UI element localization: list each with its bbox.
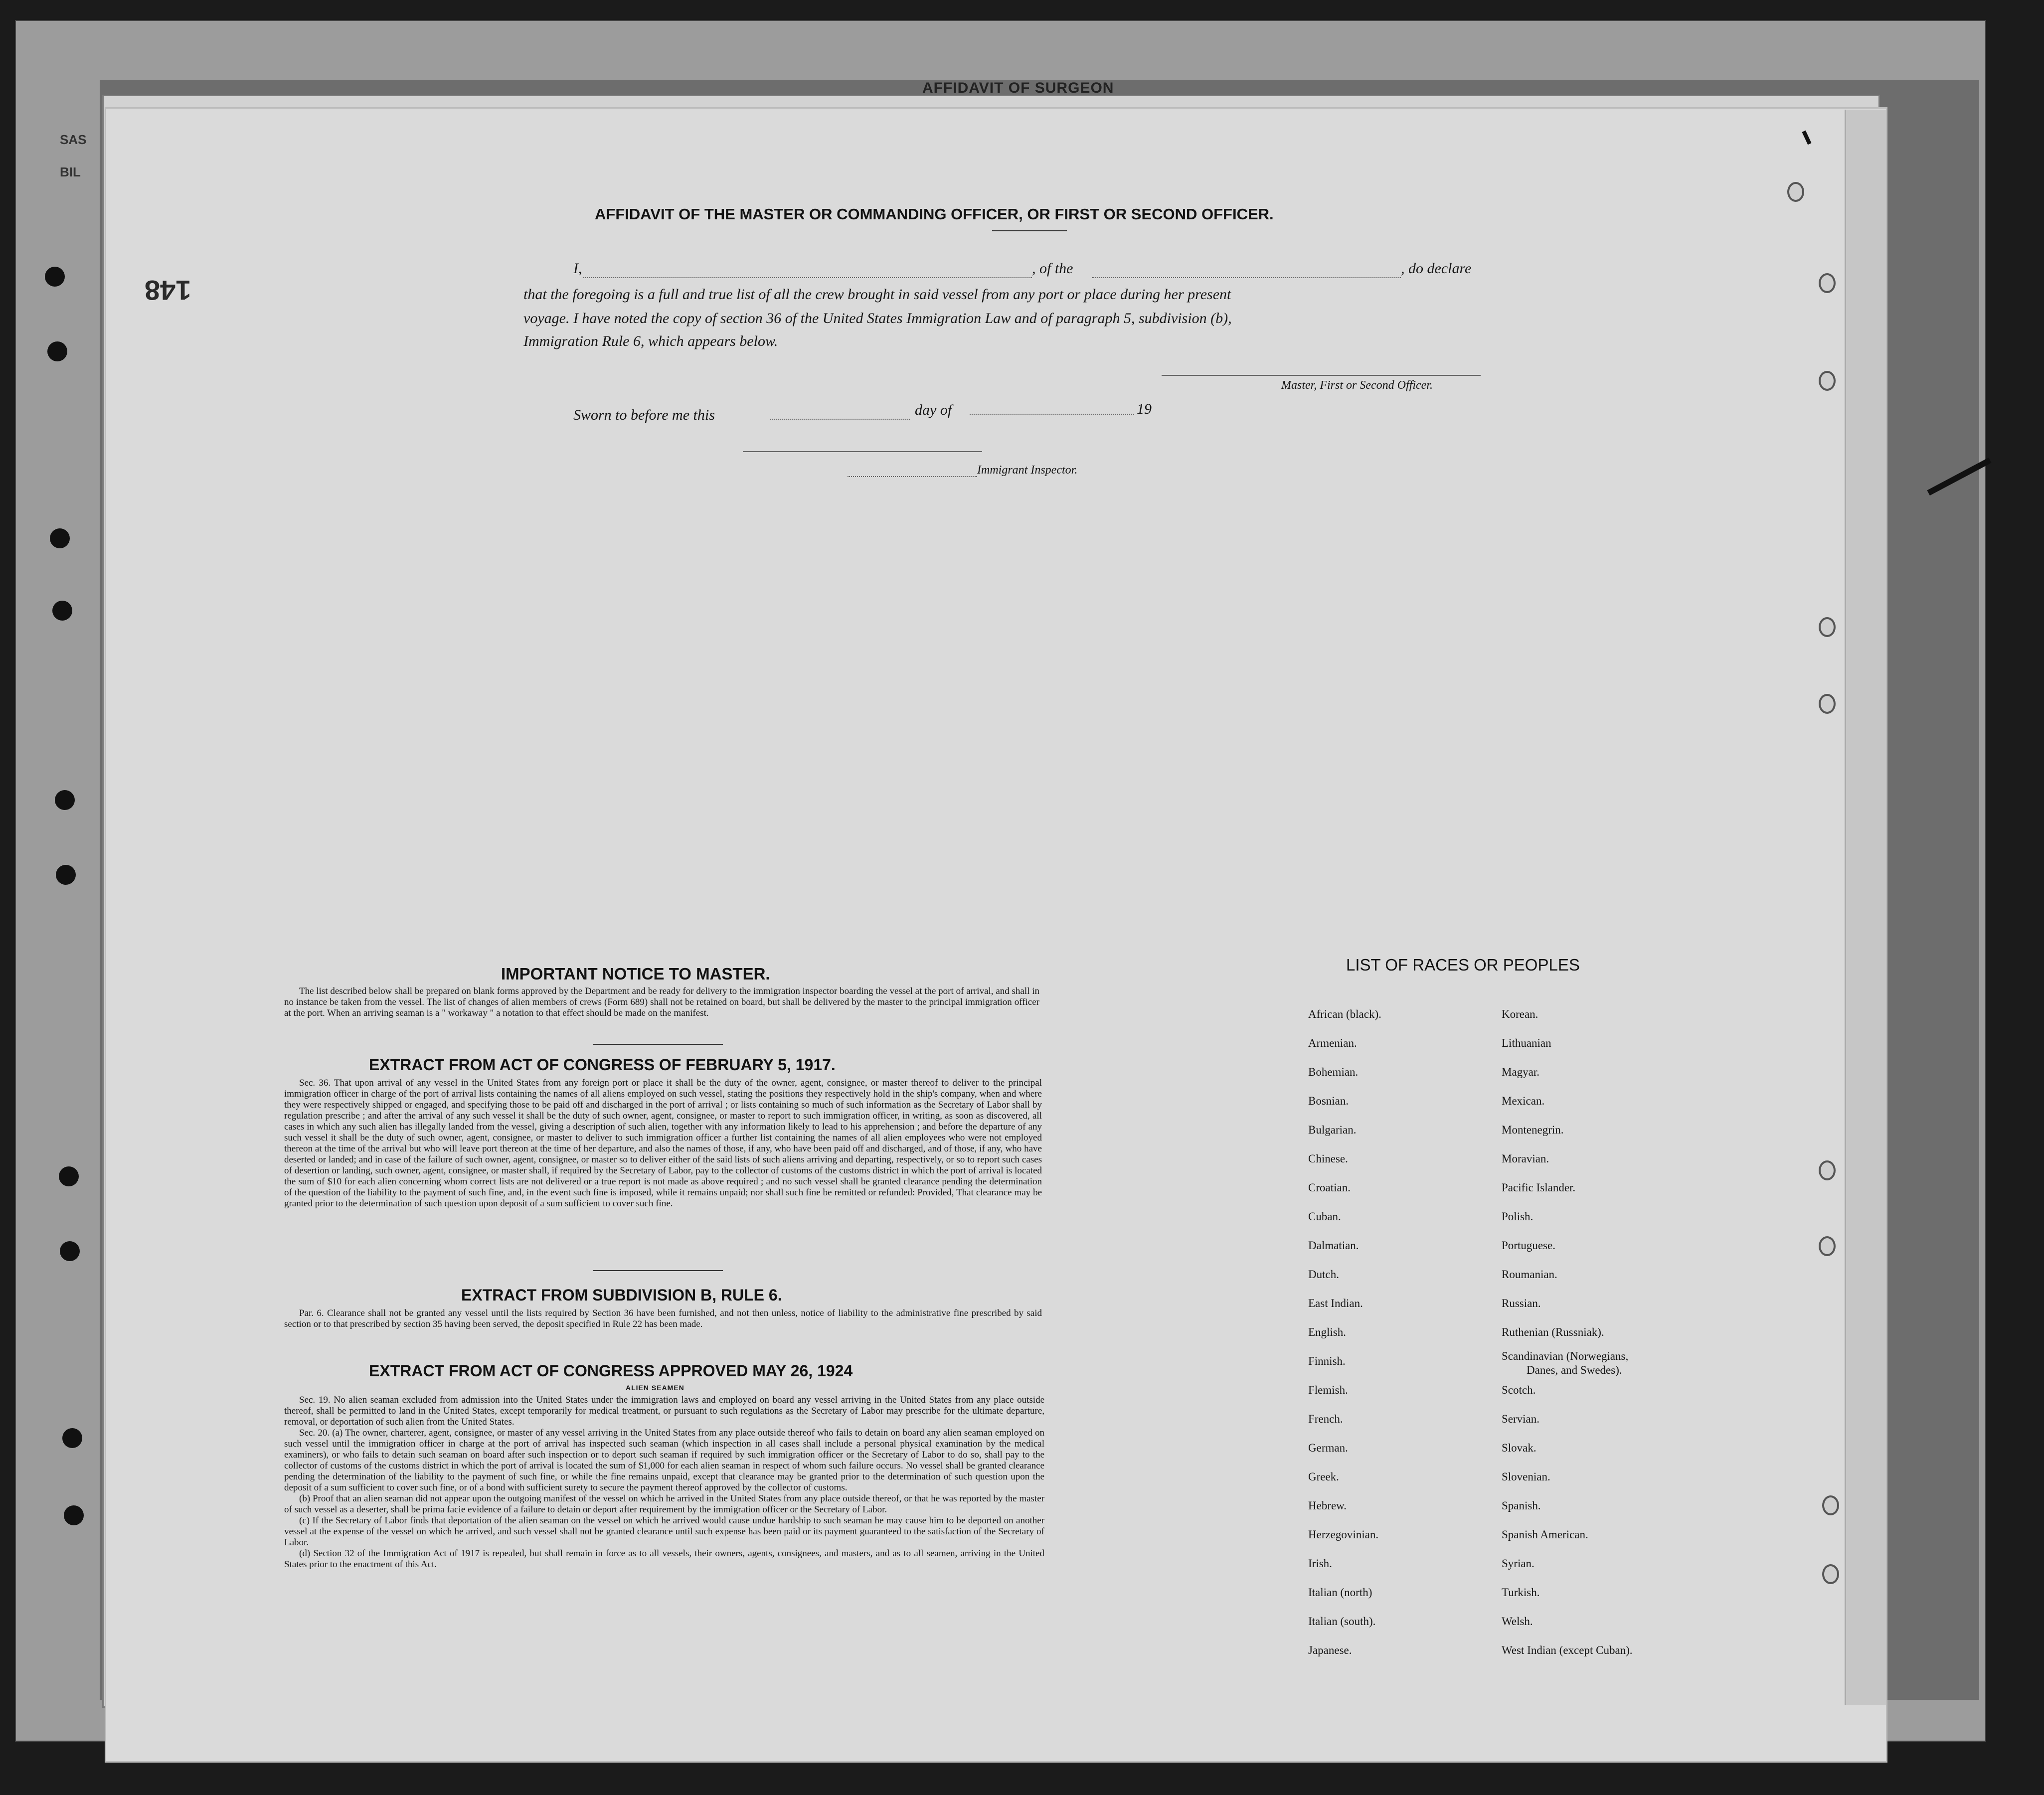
section-19-paragraph: Sec. 19. No alien seaman excluded from admission into the United States under the immigration laws and employed on board any vessel arriving in the United States from any place outside thereof, shall be permitted to land in the United States, except temporarily for medical treatment, or pursuant to such regulations as the Secretary of Labor may prescribe for the ultimate departure, removal, or deportation of such alien from the United States. [284, 1395, 1044, 1427]
year-label: 19 [1137, 401, 1152, 417]
binder-hole [62, 1428, 82, 1448]
race-item: Scandinavian (Norwegians, [1502, 1350, 1629, 1362]
section-20b-paragraph: (b) Proof that an alien seaman did not appear upon the outgoing manifest of the vessel on which he arrived in the United States from any place outside thereof, or that he was reported by the master of such vessel as a deserter, shall be prima facie evidence of a failure to detain or deport after requirement by the immigration officer or the Secretary of Labor. [284, 1493, 1044, 1515]
race-item: Flemish. [1308, 1384, 1348, 1396]
binder-hole [1822, 1495, 1839, 1515]
binder-hole [50, 528, 70, 548]
race-item-continuation: Danes, and Swedes). [1527, 1364, 1622, 1376]
race-item: Dalmatian. [1308, 1239, 1359, 1252]
race-item: Chinese. [1308, 1152, 1348, 1165]
race-item: Moravian. [1502, 1152, 1549, 1165]
race-item: Welsh. [1502, 1615, 1533, 1628]
race-item: Roumanian. [1502, 1268, 1557, 1281]
race-item: Scotch. [1502, 1384, 1536, 1396]
affidavit-line-3: voyage. I have noted the copy of section 36 of the United States Immigration Law and of paragraph 5, subdivision (b), [523, 310, 1232, 326]
binder-hole [55, 790, 75, 810]
page-number-stamp: 148 [145, 275, 191, 306]
notice-paragraph: The list described below shall be prepared on blank forms approved by the Department and be ready for delivery to the immigration inspector boarding the vessel at the port of arrival, and shall in no instance be taken from the vessel. The list of changes of alien members of crews (Form 689) shall not be retained on board, but shall be delivered by the master to the principal immigration officer at the port. When an arriving seaman is a " workaway " a notation to that effect should be made on the manifest. [284, 986, 1039, 1018]
binder-hole [1787, 182, 1804, 202]
binder-hole [52, 601, 72, 621]
binder-hole [56, 865, 76, 885]
section-divider [593, 1270, 723, 1271]
vessel-blank [1092, 277, 1401, 278]
section-20c-paragraph: (c) If the Secretary of Labor finds that deportation of the alien seaman on the vessel on which he arrived would cause undue hardship to such seaman he may cause him to be deported on another vessel at the expense of the vessel on which he arrived, and such vessel shall not be granted clearance until such expense has been paid or its payment guaranteed to the satisfaction of the Secretary of Labor. [284, 1515, 1044, 1548]
race-item: German. [1308, 1442, 1348, 1454]
race-item: French. [1308, 1413, 1343, 1425]
race-item: Cuban. [1308, 1210, 1341, 1223]
binder-hole [45, 267, 65, 287]
race-item: Bulgarian. [1308, 1124, 1357, 1136]
extract-rule6-body [284, 1308, 1042, 1330]
sworn-day-blank [770, 419, 910, 420]
race-item: Finnish. [1308, 1355, 1346, 1367]
race-item: Russian. [1502, 1297, 1541, 1309]
binder-hole [60, 1241, 80, 1261]
extract-1917-title: EXTRACT FROM ACT OF CONGRESS OF FEBRUARY 5, 1917. [369, 1056, 836, 1074]
race-item: Lithuanian [1502, 1037, 1551, 1049]
binder-hole [1819, 371, 1836, 391]
section-36-paragraph: Sec. 36. That upon arrival of any vessel in the United States from any foreign port or place it shall be the duty of the owner, agent, consignee, or master thereof to deliver to the principal immigration officer in charge of the port of arrival lists containing the names of all aliens employed on such vessel, stating the positions they respectively hold in the ship's company, when and where they were respectively shipped or engaged, and specifying those to be paid off and discharged in the port of arrival ; or lists containing so much of such information as the Secretary of Labor shall by regulation prescribe ; and after the arrival of any such vessel it shall be the duty of such owner, agent, consignee, or master to report to such immigration officer, in writing, as soon as discovered, all cases in which any such alien has illegally landed from the vessel, giving a description of such alien, together with any information likely to lead to his apprehension ; and before the departure of any such vessel it shall be the duty of such owner, agent, consignee, or master to deliver to such immigration officer a further list containing the names of all alien employees who were not employed thereon at the time of the arrival but who will leave port thereon at the time of her departure, and also the names of those, if any, who have been paid off and discharged, and of those, if any, who have deserted or landed; and in case of the failure of such owner, agent, consignee, or master so to deliver either of the said lists of such aliens arriving and departing, respectively, or so to report such cases of desertion or landing, such owner, agent, consignee, or master shall, if required by the Secretary of Labor, pay to the collector of customs of the customs district in which the port of arrival is located the sum of $10 for each alien concerning whom correct lists are not delivered or a true report is not made as above required ; and no such vessel shall be granted clearance pending the determination of the question of the liability to the payment of such fine, and, in the event such fine is imposed, while it remains unpaid; nor shall such fine be remitted or refunded: Provided, That clearance may be granted prior to the determination of such question upon deposit of a sum sufficient to cover such fine. [284, 1078, 1042, 1209]
race-item: English. [1308, 1326, 1347, 1338]
race-item: Herzegovinian. [1308, 1528, 1379, 1541]
name-blank [583, 277, 1032, 278]
sworn-month-blank [970, 414, 1134, 415]
section-20d-paragraph: (d) Section 32 of the Immigration Act of 1917 is repealed, but shall remain in force as to all vessels, their owners, agents, consignees, and masters, and as to all seamen, arriving in the United States prior to the enactment of this Act. [284, 1548, 1044, 1570]
race-item: Bohemian. [1308, 1066, 1359, 1078]
race-item: Irish. [1308, 1557, 1332, 1570]
race-item: Dutch. [1308, 1268, 1339, 1281]
race-item: Croatian. [1308, 1181, 1351, 1194]
inspector-label: Immigrant Inspector. [977, 464, 1078, 477]
paragraph-6: Par. 6. Clearance shall not be granted any vessel until the lists required by Section 36 have been furnished, and not then unless, notice of liability to the administrative fine prescribed by said section or to that prescribed by section 35 having been served, the deposit specified in Rule 22 has been made. [284, 1308, 1042, 1329]
binder-hole [1819, 1236, 1836, 1256]
race-item: Portuguese. [1502, 1239, 1555, 1252]
affidavit-of-the-label: , of the [1032, 260, 1073, 277]
edge-fragment: BIL [60, 164, 81, 179]
inspector-blank [848, 476, 977, 477]
race-item: East Indian. [1308, 1297, 1363, 1309]
section-20a-paragraph: Sec. 20. (a) The owner, charterer, agent, consignee, or master of any vessel arriving in the United States from any place outside thereof who fails to detain on board any alien seaman employed on such vessel until the immigration officer in charge at the port of arrival has inspected such seaman (which inspection in all cases shall include a personal physical examination by the medical examiners), or who fails to detain such seaman on board after such inspection or to deport such seaman if required by such immigration officer or the Secretary of Labor to do so, shall pay to the collector of customs of the customs district in which the port of arrival is located the sum of $1,000 for each alien seaman in respect of whom such failure occurs. No vessel shall be granted clearance pending the determination of the liability to the payment of such fine, or while the fine remains unpaid, except that clearance may be granted prior to the determination of such question upon the deposit of a sum sufficient to cover such fine, or of a bond with sufficient surety to secure the payment thereof approved by the collector of customs. [284, 1428, 1044, 1493]
race-item: Japanese. [1308, 1644, 1352, 1656]
race-item: Spanish. [1502, 1499, 1541, 1512]
sheet-right-edge [1845, 110, 1886, 1705]
binder-hole [1819, 617, 1836, 637]
binder-hole [1819, 694, 1836, 714]
extract-1924-title: EXTRACT FROM ACT OF CONGRESS APPROVED MAY 26, 1924 [369, 1362, 853, 1380]
race-item: West Indian (except Cuban). [1502, 1644, 1633, 1656]
race-item: Syrian. [1502, 1557, 1534, 1570]
alien-seamen-subtitle: ALIEN SEAMEN [626, 1384, 684, 1392]
races-title: LIST OF RACES OR PEOPLES [1346, 956, 1580, 974]
master-signature-line [1162, 375, 1481, 376]
affidavit-line-4: Immigration Rule 6, which appears below. [523, 333, 778, 349]
race-item: African (black). [1308, 1008, 1381, 1020]
affidavit-line-2: that the foregoing is a full and true list of all the crew brought in said vessel from any port or place during her present [523, 286, 1231, 303]
race-item: Magyar. [1502, 1066, 1540, 1078]
inspector-signature-line [743, 451, 982, 452]
day-of-label: day of [915, 402, 952, 418]
race-item: Greek. [1308, 1470, 1339, 1483]
edge-fragment: SAS [60, 132, 87, 147]
binder-hole [1819, 273, 1836, 293]
underlying-sheet-header: AFFIDAVIT OF SURGEON [922, 80, 1114, 96]
section-divider [593, 1044, 723, 1045]
extract-1924-body [284, 1395, 1044, 1570]
race-item: Armenian. [1308, 1037, 1357, 1049]
race-item: Slovak. [1502, 1442, 1536, 1454]
notice-title: IMPORTANT NOTICE TO MASTER. [501, 965, 770, 983]
race-item: Pacific Islander. [1502, 1181, 1576, 1194]
race-item: Spanish American. [1502, 1528, 1588, 1541]
race-item: Servian. [1502, 1413, 1540, 1425]
race-item: Mexican. [1502, 1095, 1545, 1107]
race-item: Italian (north) [1308, 1586, 1372, 1599]
affidavit-title: AFFIDAVIT OF THE MASTER OR COMMANDING OFFICER, OR FIRST OR SECOND OFFICER. [595, 205, 1274, 223]
race-item: Hebrew. [1308, 1499, 1347, 1512]
extract-1917-body [284, 1078, 1042, 1209]
binder-hole [59, 1166, 79, 1186]
title-rule [992, 230, 1067, 231]
master-signature-label: Master, First or Second Officer. [1281, 379, 1433, 392]
affidavit-declare-label: , do declare [1401, 260, 1472, 277]
binder-hole [1819, 1160, 1836, 1180]
race-item: Slovenian. [1502, 1470, 1550, 1483]
race-item: Turkish. [1502, 1586, 1540, 1599]
extract-rule6-title: EXTRACT FROM SUBDIVISION B, RULE 6. [461, 1286, 782, 1304]
binder-hole [64, 1505, 84, 1525]
race-item: Bosnian. [1308, 1095, 1349, 1107]
race-item: Ruthenian (Russniak). [1502, 1326, 1604, 1338]
race-item: Polish. [1502, 1210, 1533, 1223]
binder-hole [47, 341, 67, 361]
sworn-label: Sworn to before me this [573, 407, 715, 423]
race-item: Korean. [1502, 1008, 1538, 1020]
notice-body [284, 986, 1039, 1019]
binder-hole [1822, 1564, 1839, 1584]
race-item: Montenegrin. [1502, 1124, 1564, 1136]
race-item: Italian (south). [1308, 1615, 1376, 1628]
affidavit-i-label: I, [573, 260, 582, 277]
